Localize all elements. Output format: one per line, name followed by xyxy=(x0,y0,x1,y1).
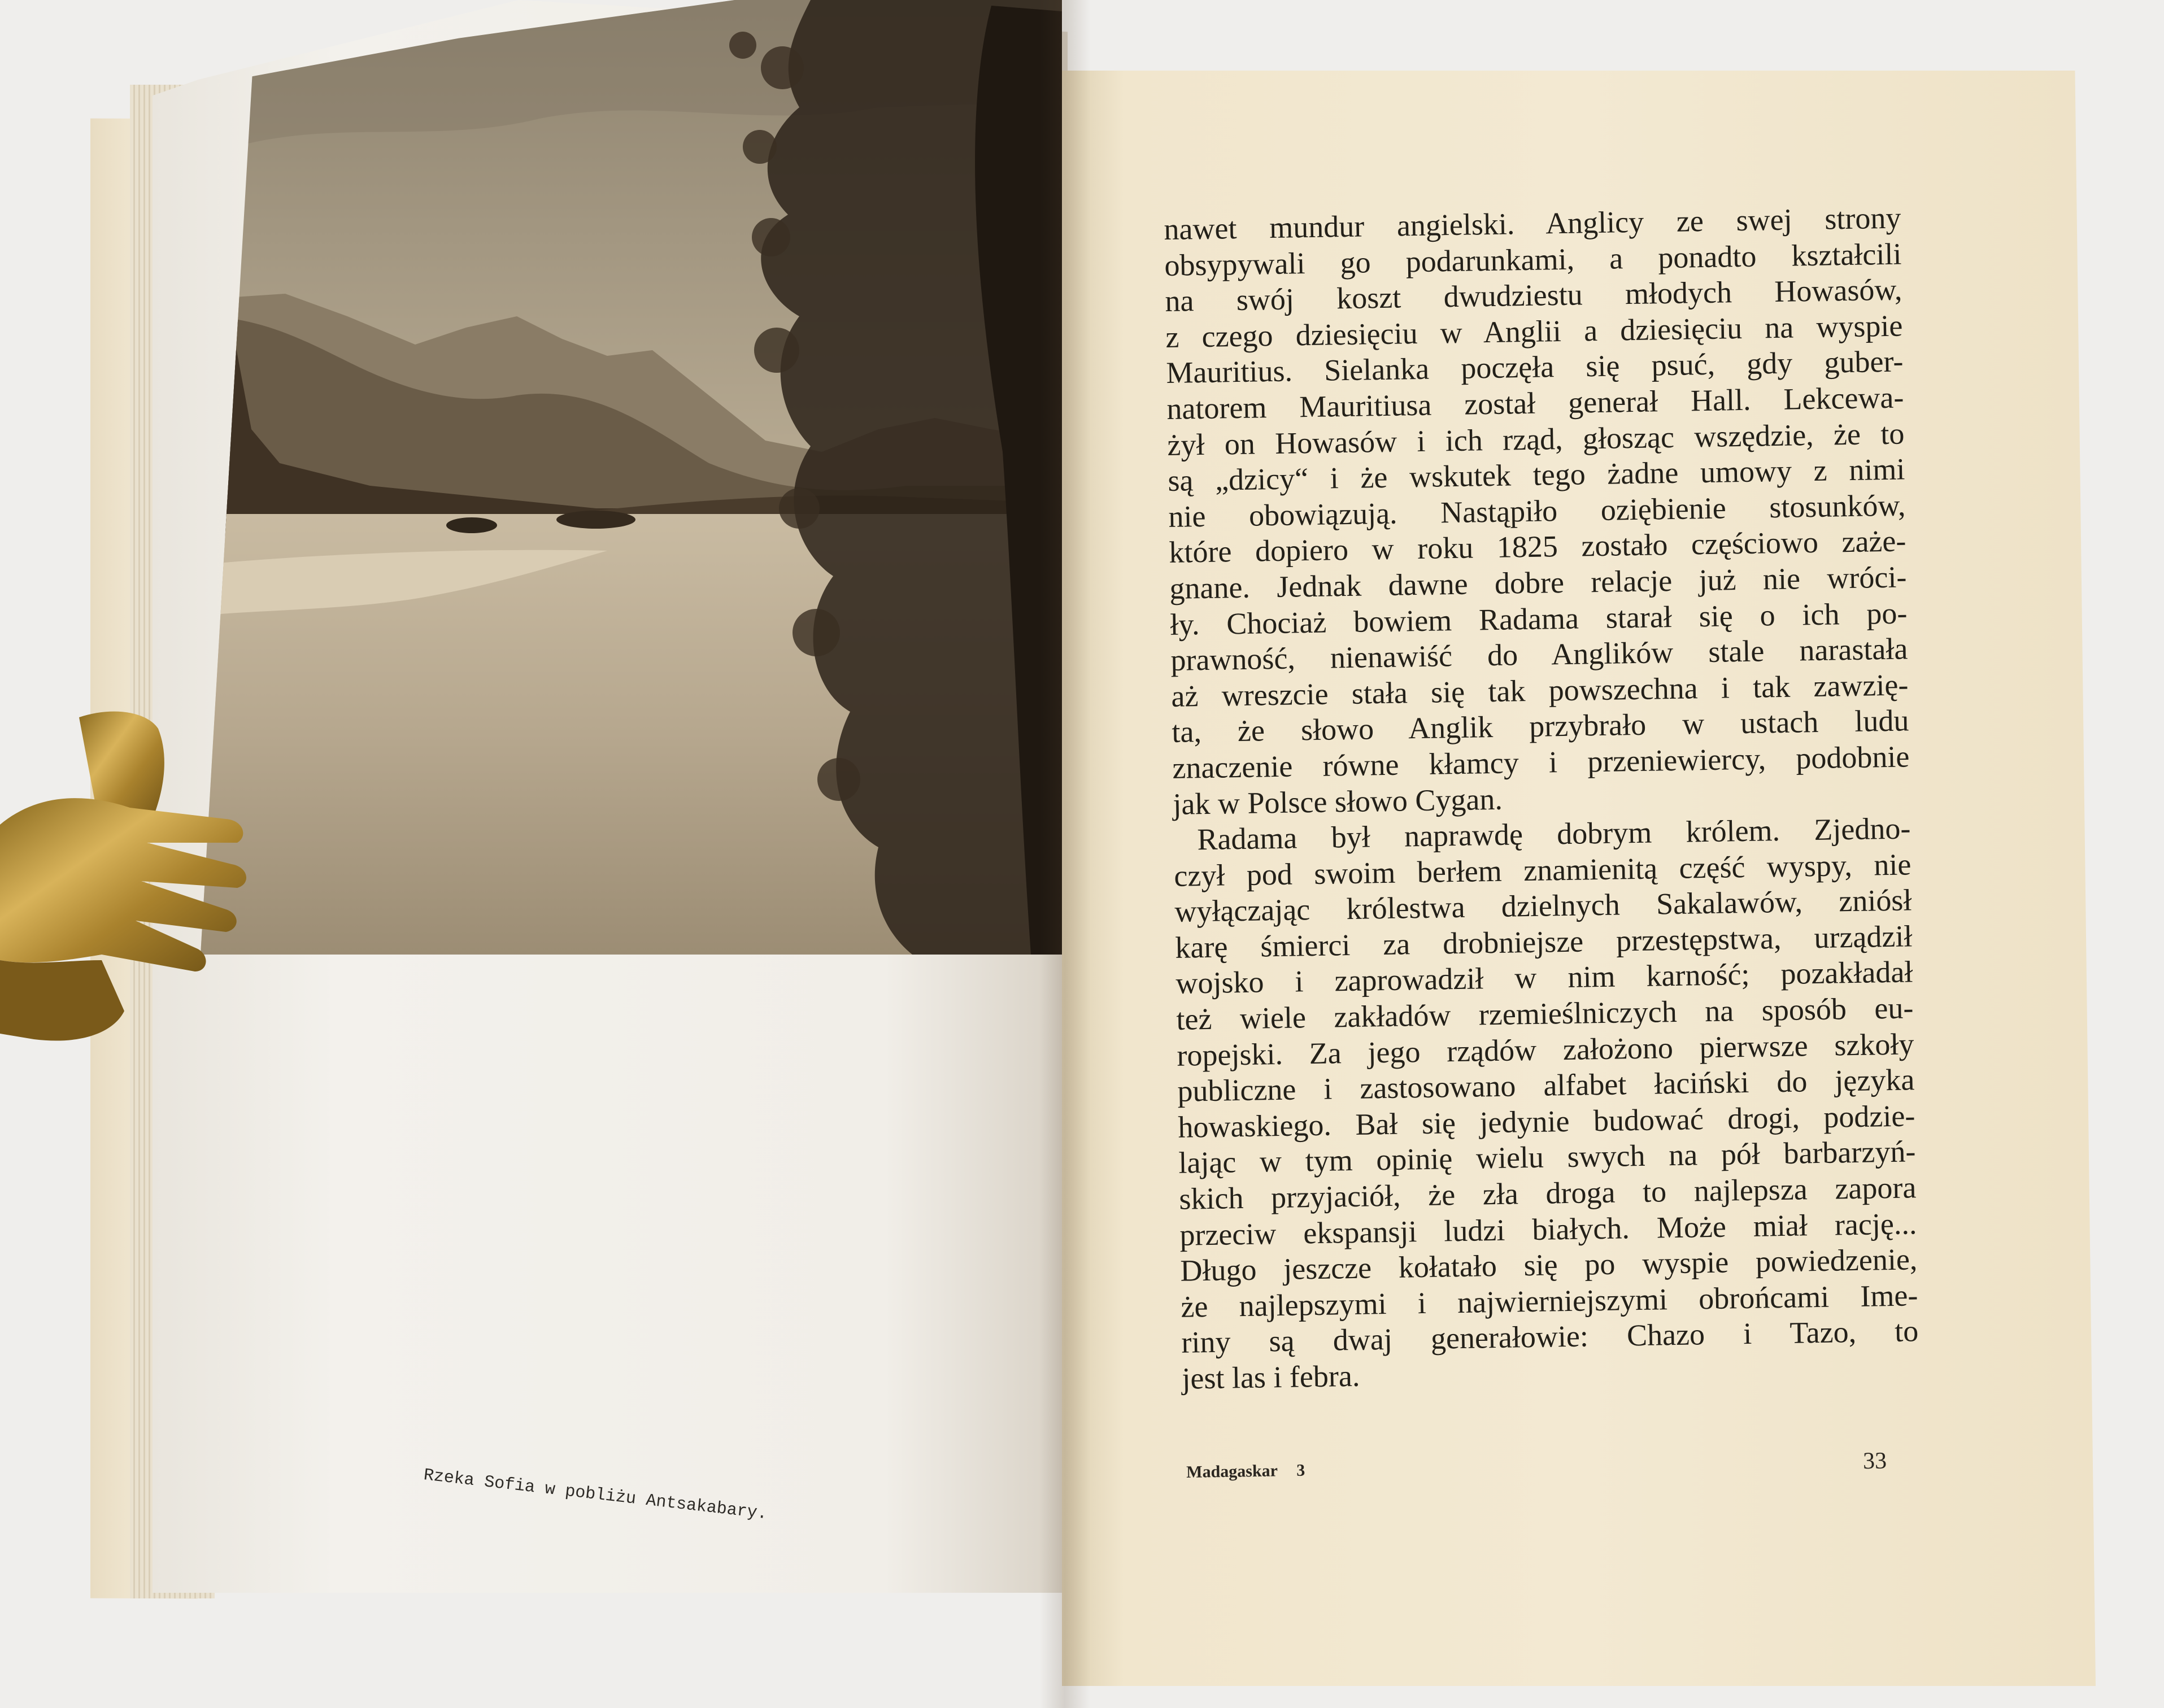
text-line: wojsko i zaprowadził w nim karność; pozakładał xyxy=(1175,955,1913,1001)
text-line: ropejski. Za jego rządów założono pierwsze szkoły xyxy=(1176,1026,1914,1073)
text-line: wyłączając królestwa dzielnych Sakalawów, zniósł xyxy=(1174,883,1912,929)
text-line: czył pod swoim berłem znamienitą część wyspy, nie xyxy=(1173,847,1912,893)
text-line: natorem Mauritiusa został generał Hall. Lekcewa- xyxy=(1166,380,1904,426)
text-line: Radama był naprawdę dobrym królem. Zjedno- xyxy=(1196,811,1911,857)
text-line: są „dzicy“ i że wskutek tego żadne umowy z nimi xyxy=(1168,452,1905,498)
text-line: też wiele zakładów rzemieślniczych na sposób eu- xyxy=(1175,991,1914,1036)
page-body-text xyxy=(1164,201,1919,1397)
text-line: Długo jeszcze kołatało się po wyspie powiedzenie, xyxy=(1179,1242,1918,1288)
text-line: howaskiego. Bał się jedynie budować drogi, podzie- xyxy=(1177,1099,1915,1144)
text-line: riny są dwaj generałowie: Chazo i Tazo, to xyxy=(1181,1314,1919,1360)
text-line: karę śmierci za drobniejsze przestępstwa, urządził xyxy=(1174,919,1913,965)
text-line: jest las i febra. xyxy=(1181,1358,1360,1396)
signature-number: 3 xyxy=(1296,1461,1305,1480)
text-line: lając w tym opinię wielu swych na pół barbarzyń- xyxy=(1178,1134,1916,1180)
signature-mark: Madagaskar xyxy=(1186,1461,1278,1482)
text-line: ta, że słowo Anglik przybrało w ustach ludu xyxy=(1172,703,1909,750)
page-number: 33 xyxy=(1862,1448,1887,1475)
text-line: które dopiero w roku 1825 zostało częściowo zaże- xyxy=(1169,524,1906,570)
text-line: skich przyjaciół, że zła droga to najlepsza zapora xyxy=(1178,1170,1917,1216)
brass-hand-bookmark xyxy=(0,695,260,1051)
text-line: nawet mundur angielski. Anglicy ze swej strony xyxy=(1164,201,1901,246)
text-line: obsypywali go podarunkami, a ponadto kształcili xyxy=(1164,237,1902,282)
text-line: Mauritius. Sielanka poczęła się psuć, gdy guber- xyxy=(1166,344,1904,390)
text-line: na swój koszt dwudziestu młodych Howasów, xyxy=(1165,272,1902,319)
text-line: publiczne i zastosowano alfabet łaciński do języka xyxy=(1177,1062,1915,1109)
text-line: nie obowiązują. Nastąpiło oziębienie stosunków, xyxy=(1168,488,1906,534)
text-line: jak w Polsce słowo Cygan. xyxy=(1172,782,1503,821)
text-line: z czego dziesięciu w Anglii a dziesięciu na wyspie xyxy=(1165,308,1903,354)
text-line: znaczenie równe kłamcy i przeniewiercy, podobnie xyxy=(1172,739,1910,785)
text-line: aż wreszcie stała się tak powszechna i tak zawzię- xyxy=(1171,668,1909,713)
river-landscape-photo xyxy=(201,0,1062,955)
book-gutter-shadow xyxy=(1039,0,1090,1708)
text-line: prawność, nienawiść do Anglików stale narastała xyxy=(1170,631,1908,678)
text-line: że najlepszymi i najwierniejszymi obrońcami Ime- xyxy=(1180,1278,1918,1324)
text-line: ły. Chociaż bowiem Radama starał się o ich po- xyxy=(1170,595,1908,642)
photo-caption: Rzeka Sofia w pobliżu Antsakabary. xyxy=(423,1466,769,1524)
text-line: gnane. Jednak dawne dobre relacje już nie wróci- xyxy=(1169,560,1907,605)
text-line: żył on Howasów i ich rząd, głosząc wszędzie, że to xyxy=(1167,416,1905,462)
text-line: przeciw ekspansji ludzi białych. Może miał rację... xyxy=(1179,1206,1917,1252)
